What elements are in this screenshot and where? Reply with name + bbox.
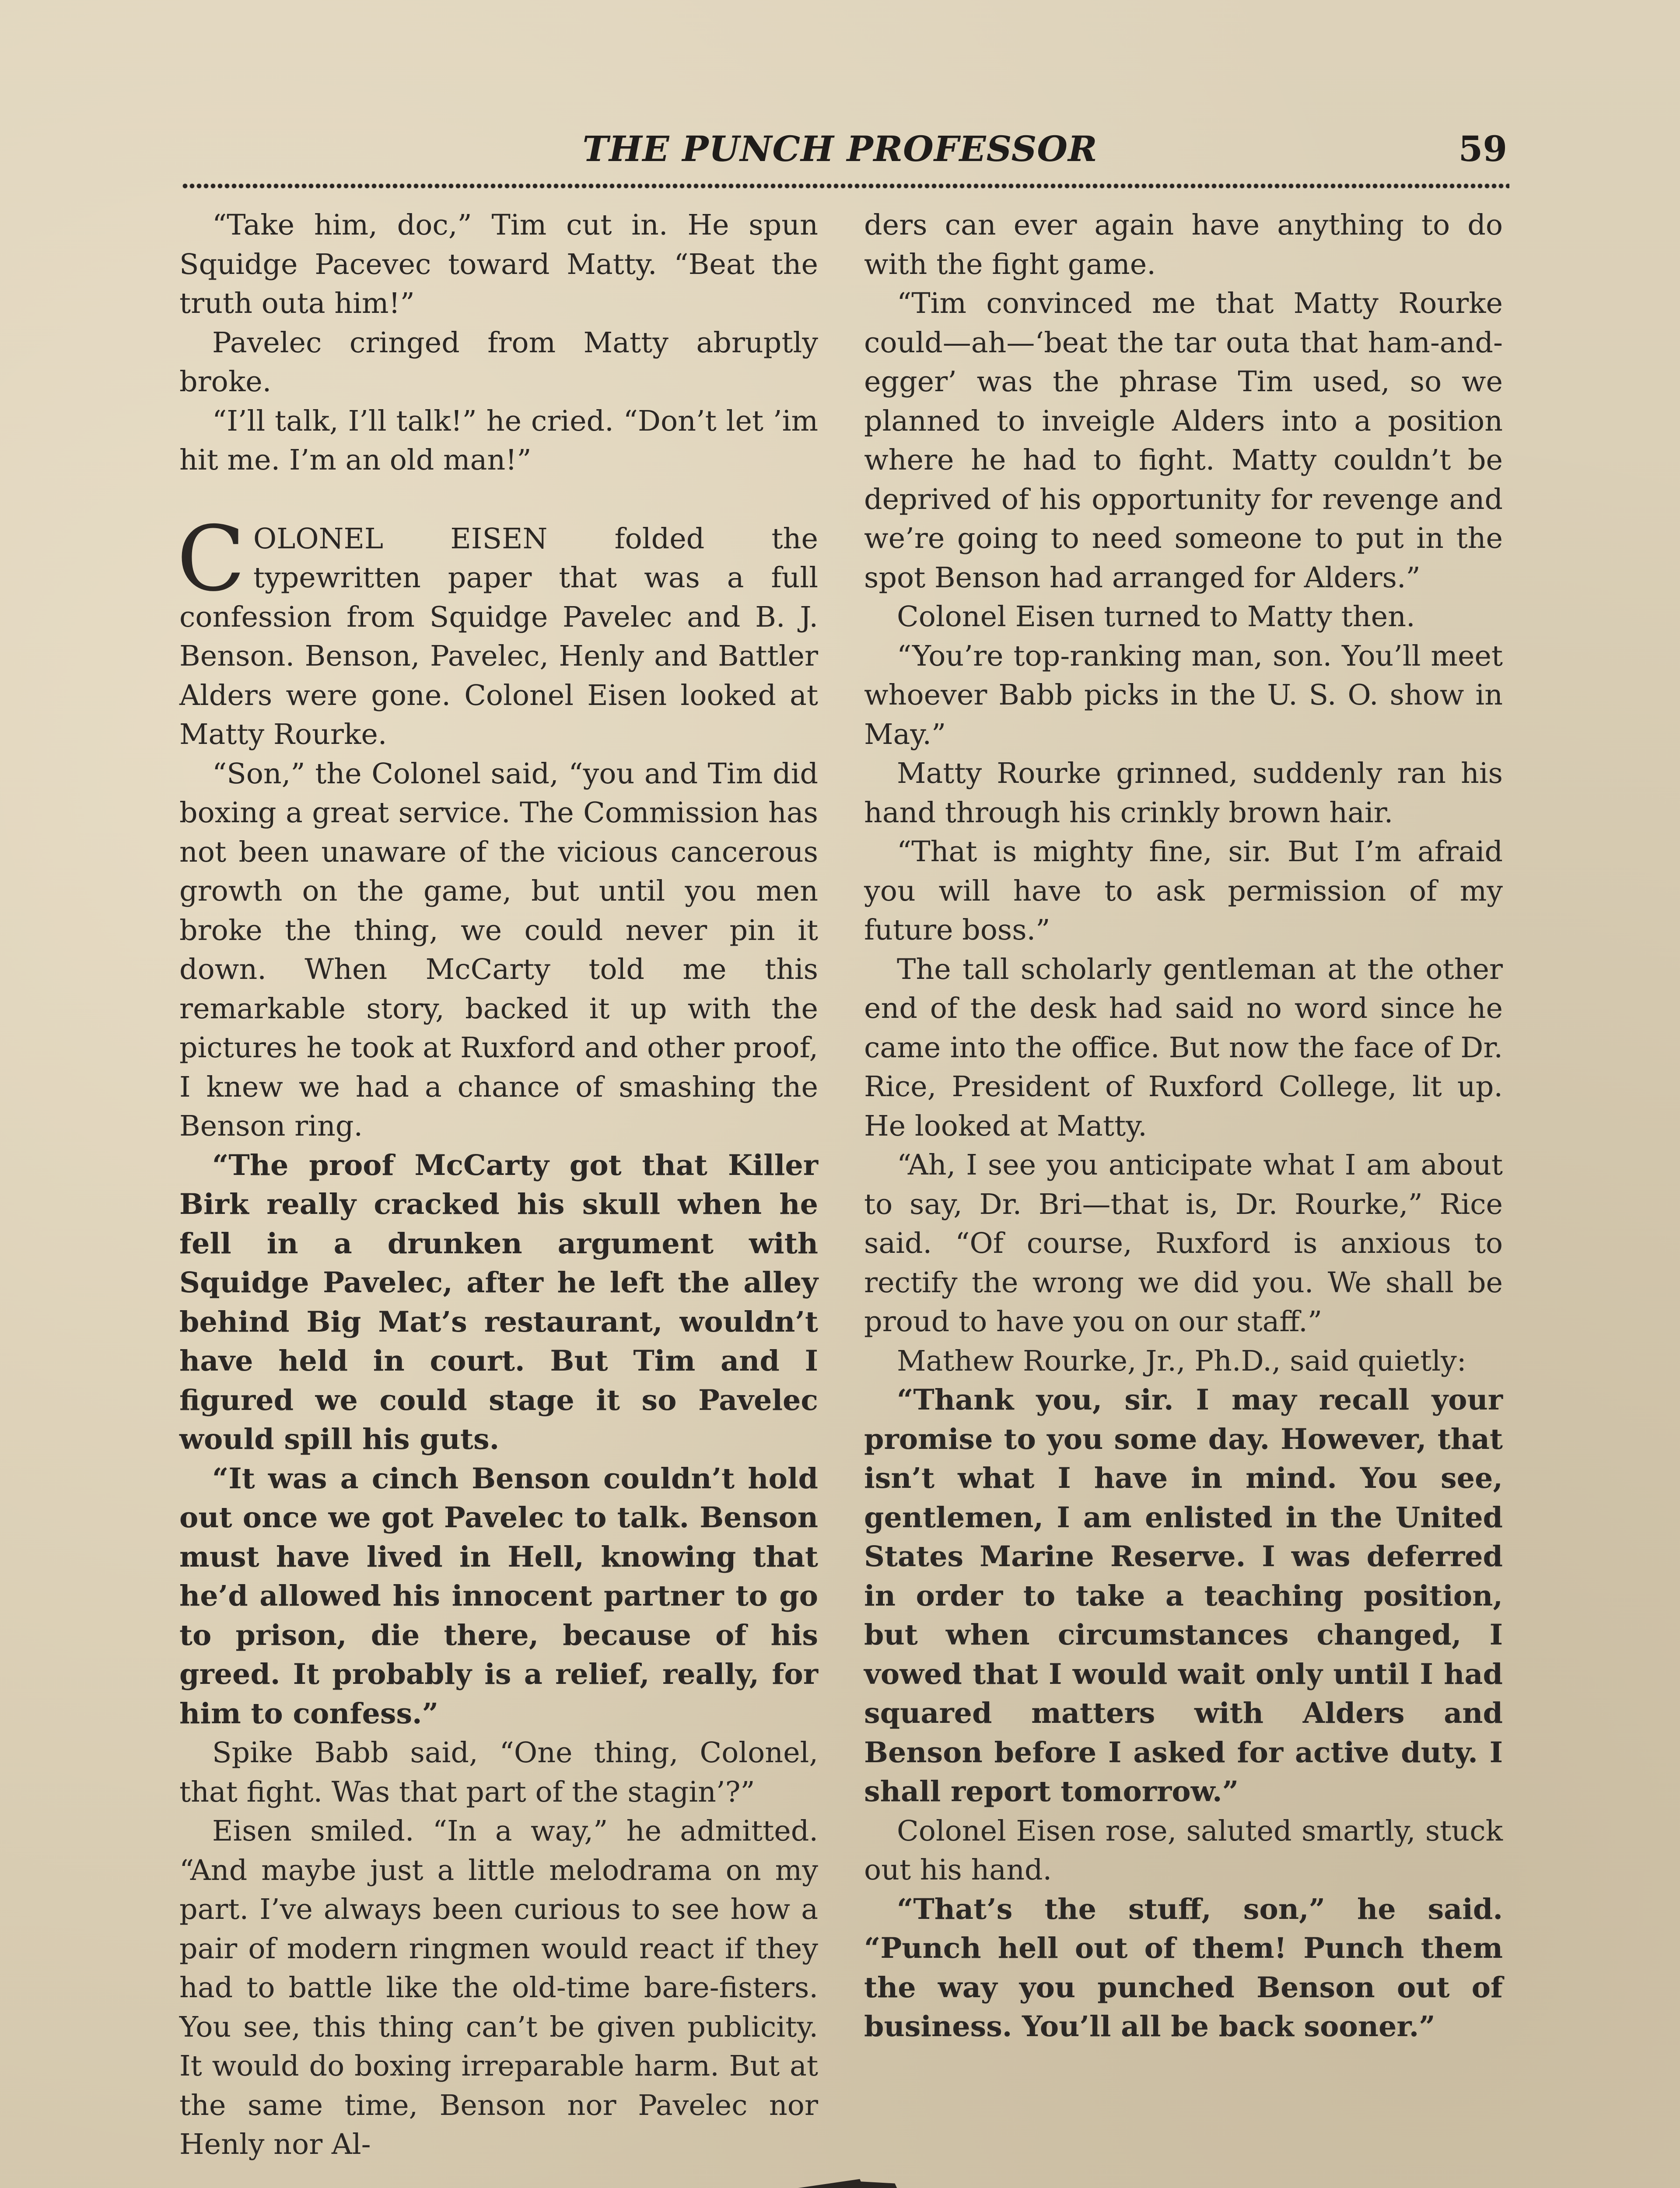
- paragraph: Pavelec cringed from Matty abruptly broke.: [179, 326, 818, 398]
- paragraph: Colonel Eisen rose, saluted smartly, stuck out his hand.: [864, 1814, 1503, 1886]
- page-header: [175, 125, 1507, 186]
- paragraph: “The proof McCarty got that Killer Birk really cracked his skull when he fell in a drunken argument with Squidge Pavelec, after he left the alley behind Big Mat’s restaurant, wouldn’t have held in court. But Tim and I figured we could stage it so Pavelec would spill his guts.: [179, 1148, 818, 1456]
- paragraph: “Thank you, sir. I may recall your promise to you some day. However, that isn’t what I have in mind. You see, gentlemen, I am enlisted in the United States Marine Reserve. I was deferred in order to take a teaching position, but when circumstances changed, I vowed that I would wait only until I had squared matters with Alders and Benson before I asked for active duty. I shall report tomorrow.”: [864, 1383, 1503, 1808]
- paragraph: Spike Babb said, “One thing, Colonel, that fight. Was that part of the stagin’?”: [179, 1736, 818, 1809]
- paragraph: “Take him, doc,” Tim cut in. He spun Squidge Pacevec toward Matty. “Beat the truth outa him!”: [179, 209, 818, 320]
- running-title: THE PUNCH PROFESSOR: [582, 128, 1098, 169]
- drop-cap: C: [177, 507, 245, 611]
- paragraph-text: OLONEL EISEN folded the typewritten paper that was a full confession from Squidge Pavelec and B. J. Benson. Benson, Pavelec, Henly and Battler Alders were gone. Colonel Eisen looked at Matty Rourke.: [179, 522, 818, 751]
- paragraph: Matty Rourke grinned, suddenly ran his hand through his crinkly brown hair.: [864, 757, 1503, 829]
- paragraph: “Son,” the Colonel said, “you and Tim did boxing a great service. The Commission has not been unaware of the vicious cancerous growth on the game, but until you men broke the thing, we could never pin it down. When McCarty told me this remarkable story, backed it up with the pictures he took at Ruxford and other proof, I knew we had a chance of smashing the Benson ring.: [179, 757, 818, 1143]
- left-column: [179, 206, 818, 2164]
- paragraph: ders can ever again have anything to do with the fight game.: [864, 209, 1503, 281]
- paragraph: “I’ll talk, I’ll talk!” he cried. “Don’t let ’im hit me. I’m an old man!”: [179, 404, 818, 477]
- paragraph: “That is mighty fine, sir. But I’m afraid you will have to ask permission of my future boss.”: [864, 835, 1503, 947]
- page-number: 59: [1458, 128, 1507, 169]
- revolver-icon: [750, 2170, 943, 2188]
- section-opening-paragraph: [177, 507, 818, 754]
- right-column: [864, 206, 1503, 2047]
- paragraph: The tall scholarly gentleman at the other end of the desk had said no word since he came into the office. But now the face of Dr. Rice, President of Ruxford College, lit up. He looked at Matty.: [864, 953, 1503, 1143]
- paragraph: “That’s the stuff, son,” he said. “Punch hell out of them! Punch them the way you punched Benson out of business. You’ll all be back sooner.”: [864, 1892, 1503, 2043]
- paragraph: Mathew Rourke, Jr., Ph.D., said quietly:: [897, 1344, 1466, 1378]
- paragraph: “It was a cinch Benson couldn’t hold out once we got Pavelec to talk. Benson must have lived in Hell, knowing that he’d allowed his innocent partner to go to prison, die there, because of his greed. It probably is a relief, really, for him to confess.”: [179, 1462, 818, 1730]
- paragraph: Colonel Eisen turned to Matty then.: [897, 600, 1415, 633]
- paragraph: “Ah, I see you anticipate what I am about to say, Dr. Bri—that is, Dr. Rourke,” Rice said. “Of course, Ruxford is anxious to rectify the wrong we did you. We shall be proud to have you on our staff.”: [864, 1149, 1503, 1338]
- dotted-rule: [182, 183, 1509, 189]
- paragraph: “Tim convinced me that Matty Rourke could—ah—‘beat the tar outa that ham-and-egger’ was the phrase Tim used, so we planned to inveigle Alders into a position where he had to fight. Matty couldn’t be deprived of his opportunity for revenge and we’re going to need someone to put in the spot Benson had arranged for Alders.”: [864, 287, 1503, 594]
- paragraph: “You’re top-ranking man, son. You’ll meet whoever Babb picks in the U. S. O. show in May.”: [864, 639, 1503, 751]
- paragraph: Eisen smiled. “In a way,” he admitted. “And maybe just a little melodrama on my part. I’ve always been curious to see how a pair of modern ringmen would react if they had to battle like the old-time bare-fisters. You see, this thing can’t be given publicity. It would do boxing irreparable harm. But at the same time, Benson nor Pavelec nor Henly nor Al-: [179, 1815, 818, 2161]
